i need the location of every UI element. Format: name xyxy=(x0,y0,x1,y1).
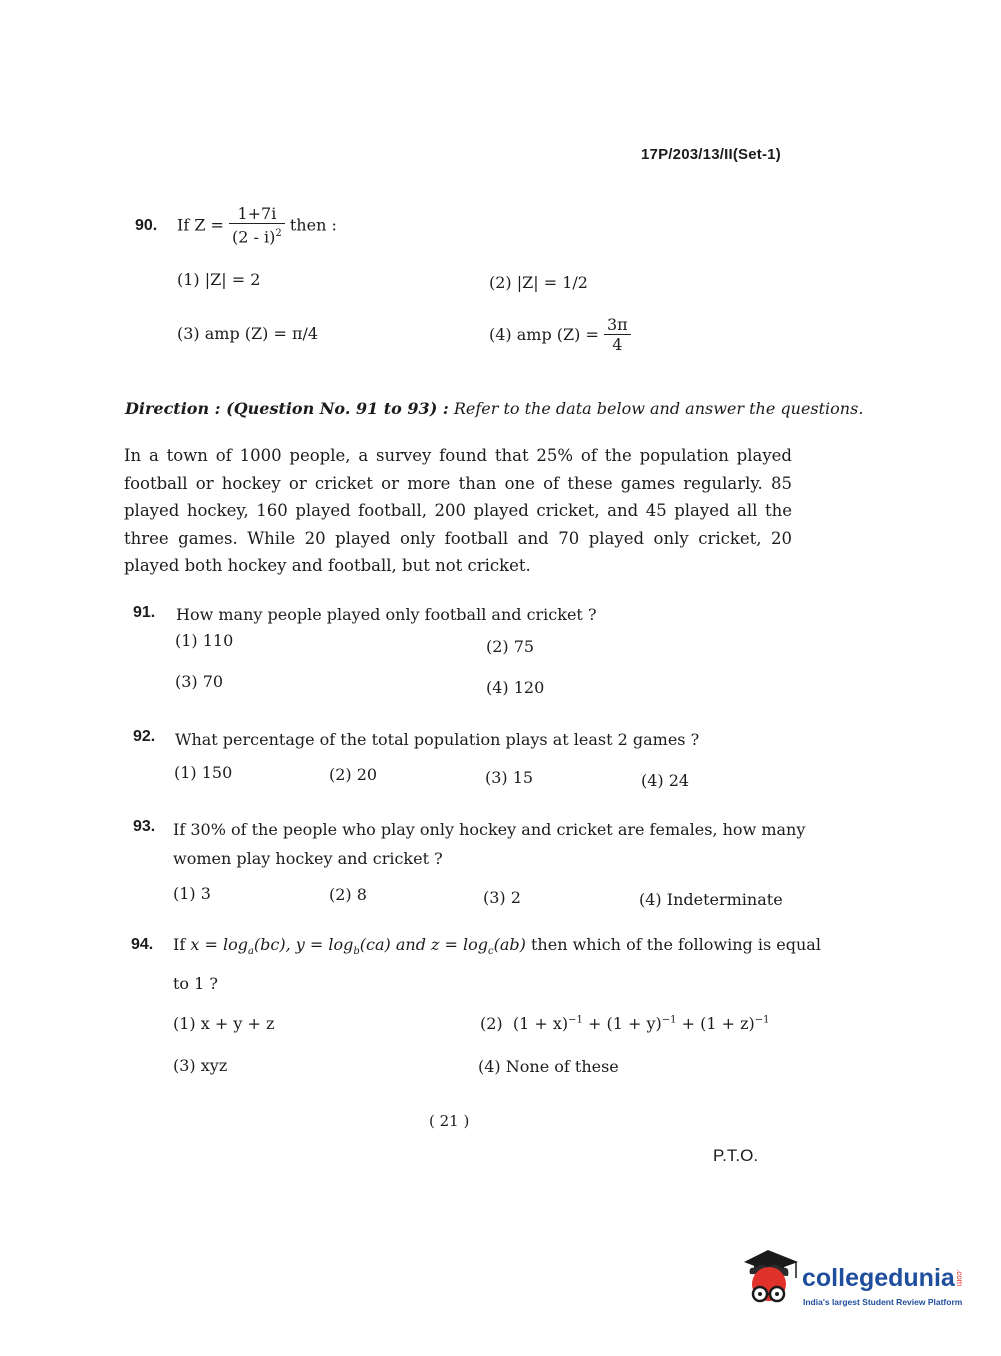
option-3: (3) 15 xyxy=(485,768,534,787)
option-1: (1) 3 xyxy=(173,884,211,903)
option-3: (3) 70 xyxy=(175,672,224,691)
collegedunia-logo xyxy=(740,1248,970,1318)
logo-name: collegedunia.com xyxy=(802,1264,964,1292)
option-4: (4) 120 xyxy=(486,678,545,697)
question-number: 90. xyxy=(135,217,158,234)
option-4: (4) Indeterminate xyxy=(639,890,783,909)
paper-code: 17P/203/13/II(Set-1) xyxy=(641,146,781,163)
question-number: 93. xyxy=(133,818,156,835)
fraction: $\frac{1+7i}{(2 - i)^2}$ xyxy=(229,205,285,247)
mascot-icon xyxy=(740,1248,800,1310)
direction: Direction : (Question No. 91 to 93) : Refer to the data below and answer the questions. xyxy=(125,399,864,418)
option-2: (2) |Z| = 1/2 xyxy=(489,273,588,292)
logo-suffix: .com xyxy=(954,1268,964,1286)
option-3: (3) amp (Z) = π/4 xyxy=(177,324,319,343)
logo-tagline: India's largest Student Review Platform xyxy=(803,1297,963,1307)
question-text: How many people played only football and cricket ? xyxy=(176,605,597,624)
option-4: (4) 24 xyxy=(641,771,690,790)
question-text-line-2: to 1 ? xyxy=(173,974,218,993)
option-1: (1) 110 xyxy=(175,631,234,650)
question-number: 94. xyxy=(131,936,154,953)
question-text-line-1: If $x = \log_a(bc)$, $y = \log_b(ca)$ and $z = \log_c(ab)$ then which of the following is equal xyxy=(173,935,821,958)
option-2: (2) 75 xyxy=(486,637,535,656)
option-3: (3) 2 xyxy=(483,888,521,907)
question-text: If Z = $\frac{1+7i}{(2 - i)^2}$ then : xyxy=(177,204,337,247)
question-text-line-2: women play hockey and cricket ? xyxy=(173,849,443,868)
option-4: (4) None of these xyxy=(478,1057,619,1076)
question-text: What percentage of the total population plays at least 2 games ? xyxy=(175,730,700,749)
option-2: (2) 8 xyxy=(329,885,367,904)
question-number: 91. xyxy=(133,604,156,621)
option-3: (3) xyz xyxy=(173,1056,228,1075)
option-2: (2) $(1 + x)^{-1} + (1 + y)^{-1} + (1 + z)^{-1}$ xyxy=(480,1014,770,1033)
option-1: (1) 150 xyxy=(174,763,233,782)
question-number: 92. xyxy=(133,728,156,745)
option-1: (1) x + y + z xyxy=(173,1014,275,1033)
option-2: (2) 20 xyxy=(329,765,378,784)
passage: In a town of 1000 people, a survey found that 25% of the population played football or hockey or cricket or more than one of these games regularly. 85 played hockey, 160 played football, 200 played cricket, and 45 played all the three games. While 20 played only football and 70 played only cricket, 20 played both hockey and football, but not cricket. xyxy=(124,446,792,575)
option-4: (4) amp (Z) = $\frac{3\pi}{4}$ xyxy=(489,316,631,355)
page-number: ( 21 ) xyxy=(429,1112,470,1130)
option-1: (1) |Z| = 2 xyxy=(177,270,261,289)
pto-label: P.T.O. xyxy=(713,1146,759,1165)
question-text-line-1: If 30% of the people who play only hockey and cricket are females, how many xyxy=(173,820,806,839)
fraction: $\frac{3\pi}{4}$ xyxy=(604,316,631,355)
